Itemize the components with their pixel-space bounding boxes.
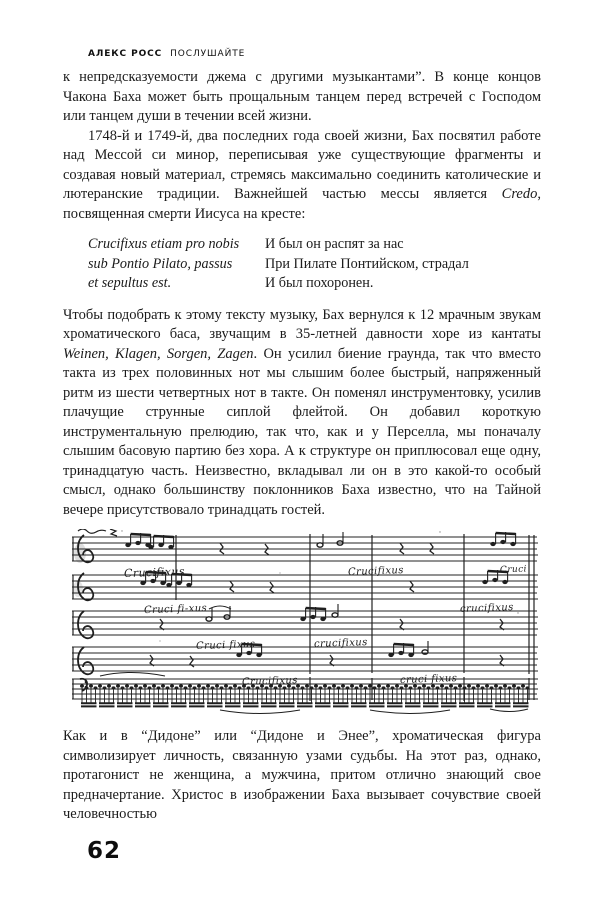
- crucifixus-handwritten-label: Crucifixus: [123, 564, 186, 581]
- paragraph-chaconne: к непредсказуемости джема с другими музыкантами”. В конце концов Чакона Баха может быть прощальным танцем перед встречей с Господом или танцем души в течении всей жизни.: [63, 69, 541, 124]
- quote-russian-line: И был он распят за нас: [265, 236, 404, 252]
- manuscript-figure: [70, 529, 540, 714]
- credo-italic: Credo: [501, 186, 538, 202]
- quote-latin-line: et sepultus est.: [88, 275, 172, 291]
- header-book-title: ПОСЛУШАЙТЕ: [170, 49, 246, 59]
- page-content: [63, 68, 541, 825]
- crucifixus-quote-block: [88, 235, 541, 294]
- running-header: [88, 49, 245, 59]
- manuscript-facsimile-svg: [70, 529, 540, 714]
- quote-latin-line: sub Pontio Pilato, passus: [88, 255, 233, 272]
- quote-latin-line: Crucifixus etiam pro nobis: [88, 236, 240, 252]
- cantata-title-italic: Weinen, Klagen, Sorgen, Zagen: [63, 345, 254, 362]
- quote-russian-column: [265, 235, 541, 294]
- crucifixus-handwritten-label: Cruci: [499, 564, 528, 576]
- crucifixus-handwritten-label: crucifixus: [313, 637, 368, 650]
- ink-smudge: [73, 581, 83, 597]
- text-run: . Он усилил биение граунда, так что вместо такта из трех половинных нот мы слышим более быстрый, напряженный ритм из шести четвертных нот в такте. Он поменял инструментовку, усилив плачущие струнные сиплой флейтой. Он добавил короткую инструментальную прелюдию, так что, как и у Перселла, мы поначалу слышим басовую партию без хора. А к структуре он приплюсовал еще одну, тринадцатую часть. Неизвестно, вкладывал ли он в это какой-то особый смысл, однако большинству поклонников Баха известно, что на Тайной вечере присутствовало тринадцать гостей.: [63, 345, 541, 518]
- quote-latin-column: [88, 235, 265, 294]
- crucifixus-handwritten-label: Crucifixus: [347, 565, 404, 578]
- text-run: 1748-й и 1749-й, два последних года своей жизни, Бах посвятил работе над Мессой си минор, переписывая уже существующие фрагменты и создавая новый материал, стремясь максимально соединить католические и лютеранские традиции. Важнейшей частью мессы является: [63, 127, 541, 202]
- crucifixus-handwritten-label: Cruci fi-xus: [143, 602, 208, 617]
- paragraph-dido-comparison: Как и в “Дидоне” или “Дидоне и Энее”, хроматическая фигура символизирует личность, связанную узами судьбы. На этот раз, однако, протагонист не женщина, а мужчина, притом отлично знающий свое предначертание. Христос в изображении Баха вызывает сочувствие своей человечностью: [63, 728, 541, 822]
- text-run: , посвященная смерти Иисуса на кресте:: [63, 186, 541, 222]
- quote-russian-line: При Пилате Понтийском, страдал: [265, 255, 469, 272]
- page-number: 62: [87, 838, 122, 864]
- paragraph-crucifixus-music: [63, 306, 541, 521]
- clef-marks: [73, 529, 117, 691]
- crucifixus-handwritten-label: Cruci fixus: [195, 638, 256, 653]
- header-author: АЛЕКС РОСС: [88, 49, 163, 59]
- ink-smudge: [74, 543, 86, 563]
- crucifixus-handwritten-label: cruci fixus: [399, 673, 458, 686]
- crucifixus-handwritten-label: crucifixus: [459, 602, 514, 615]
- crucifixus-handwritten-label: Crucifixus: [241, 675, 298, 688]
- quote-russian-line: И был похоронен.: [265, 275, 374, 291]
- paragraph-mass-credo: [63, 127, 541, 225]
- text-run: Чтобы подобрать к этому тексту музыку, Бах вернулся к 12 мрачным звукам хроматического баса, звучащим в 35-летней давности хоре из кантаты: [63, 306, 541, 342]
